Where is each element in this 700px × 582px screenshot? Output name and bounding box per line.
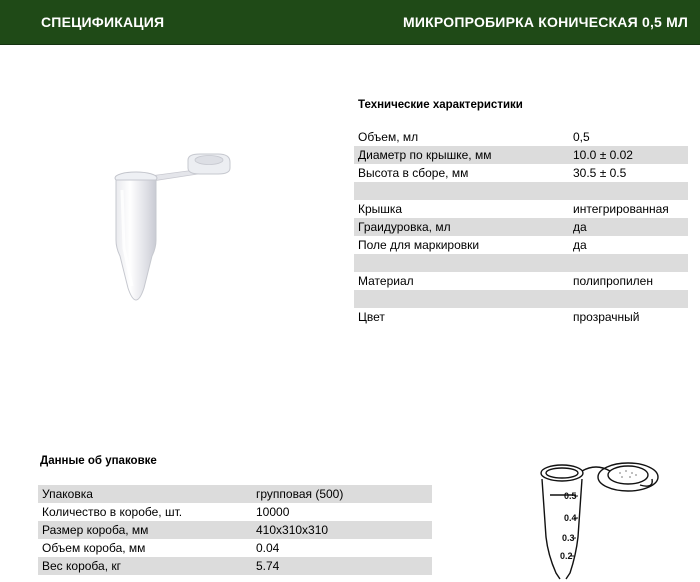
spec-row-graduation (354, 218, 688, 236)
pack-key: Размер короба, мм (42, 523, 149, 537)
spec-value: да (573, 220, 587, 234)
spec-value: да (573, 238, 587, 252)
pack-row-box-volume (38, 539, 432, 557)
header-spec-title: СПЕЦИФИКАЦИЯ (41, 14, 165, 30)
spec-row-blank (354, 182, 688, 200)
spec-row-volume (354, 128, 688, 146)
graduation-mark: 0.4 (564, 513, 577, 523)
specs-table (354, 128, 688, 326)
spec-value: прозрачный (573, 310, 640, 324)
pack-row-packaging (38, 485, 432, 503)
pack-row-box-weight (38, 557, 432, 575)
pack-value: 5.74 (256, 559, 280, 573)
spec-value: интегрированная (573, 202, 669, 216)
pack-value: 0.04 (256, 541, 280, 555)
spec-value: 30.5 ± 0.5 (573, 166, 627, 180)
spec-key: Диаметр по крышке, мм (358, 148, 492, 162)
spec-value: 0,5 (573, 130, 590, 144)
spec-row-blank (354, 254, 688, 272)
spec-row-blank (354, 290, 688, 308)
packaging-title: Данные об упаковке (40, 455, 157, 467)
pack-key: Объем короба, мм (42, 541, 146, 555)
pack-value: 10000 (256, 505, 290, 519)
spec-row-cap (354, 200, 688, 218)
pack-row-box-size (38, 521, 432, 539)
spec-key: Цвет (358, 310, 385, 324)
spec-key: Граидуровка, мл (358, 220, 451, 234)
spec-key: Крышка (358, 202, 403, 216)
header-product-title: МИКРОПРОБИРКА КОНИЧЕСКАЯ 0,5 МЛ (403, 14, 688, 30)
graduation-mark: 0.3 (562, 533, 575, 543)
pack-key: Вес короба, кг (42, 559, 121, 573)
header-bar (0, 0, 700, 45)
pack-value: 410x310x310 (256, 523, 329, 537)
microtube-drawing (530, 455, 670, 582)
spec-key: Высота в сборе, мм (358, 166, 469, 180)
pack-row-quantity (38, 503, 432, 521)
spec-row-marking-field (354, 236, 688, 254)
spec-row-diameter (354, 146, 688, 164)
spec-row-height (354, 164, 688, 182)
spec-row-material (354, 272, 688, 290)
spec-row-color (354, 308, 688, 326)
spec-key: Поле для маркировки (358, 238, 480, 252)
microtube-photo (100, 140, 250, 310)
graduation-mark: 0.2 (560, 551, 573, 561)
spec-key: Объем, мл (358, 130, 419, 144)
pack-key: Количество в коробе, шт. (42, 505, 183, 519)
spec-value: полипропилен (573, 274, 653, 288)
packaging-table (38, 485, 432, 575)
spec-value: 10.0 ± 0.02 (573, 148, 633, 162)
pack-key: Упаковка (42, 487, 93, 501)
specs-title: Технические характеристики (358, 99, 523, 111)
spec-key: Материал (358, 274, 414, 288)
pack-value: групповая (500) (256, 487, 344, 501)
graduation-mark: 0.5 (564, 491, 577, 501)
